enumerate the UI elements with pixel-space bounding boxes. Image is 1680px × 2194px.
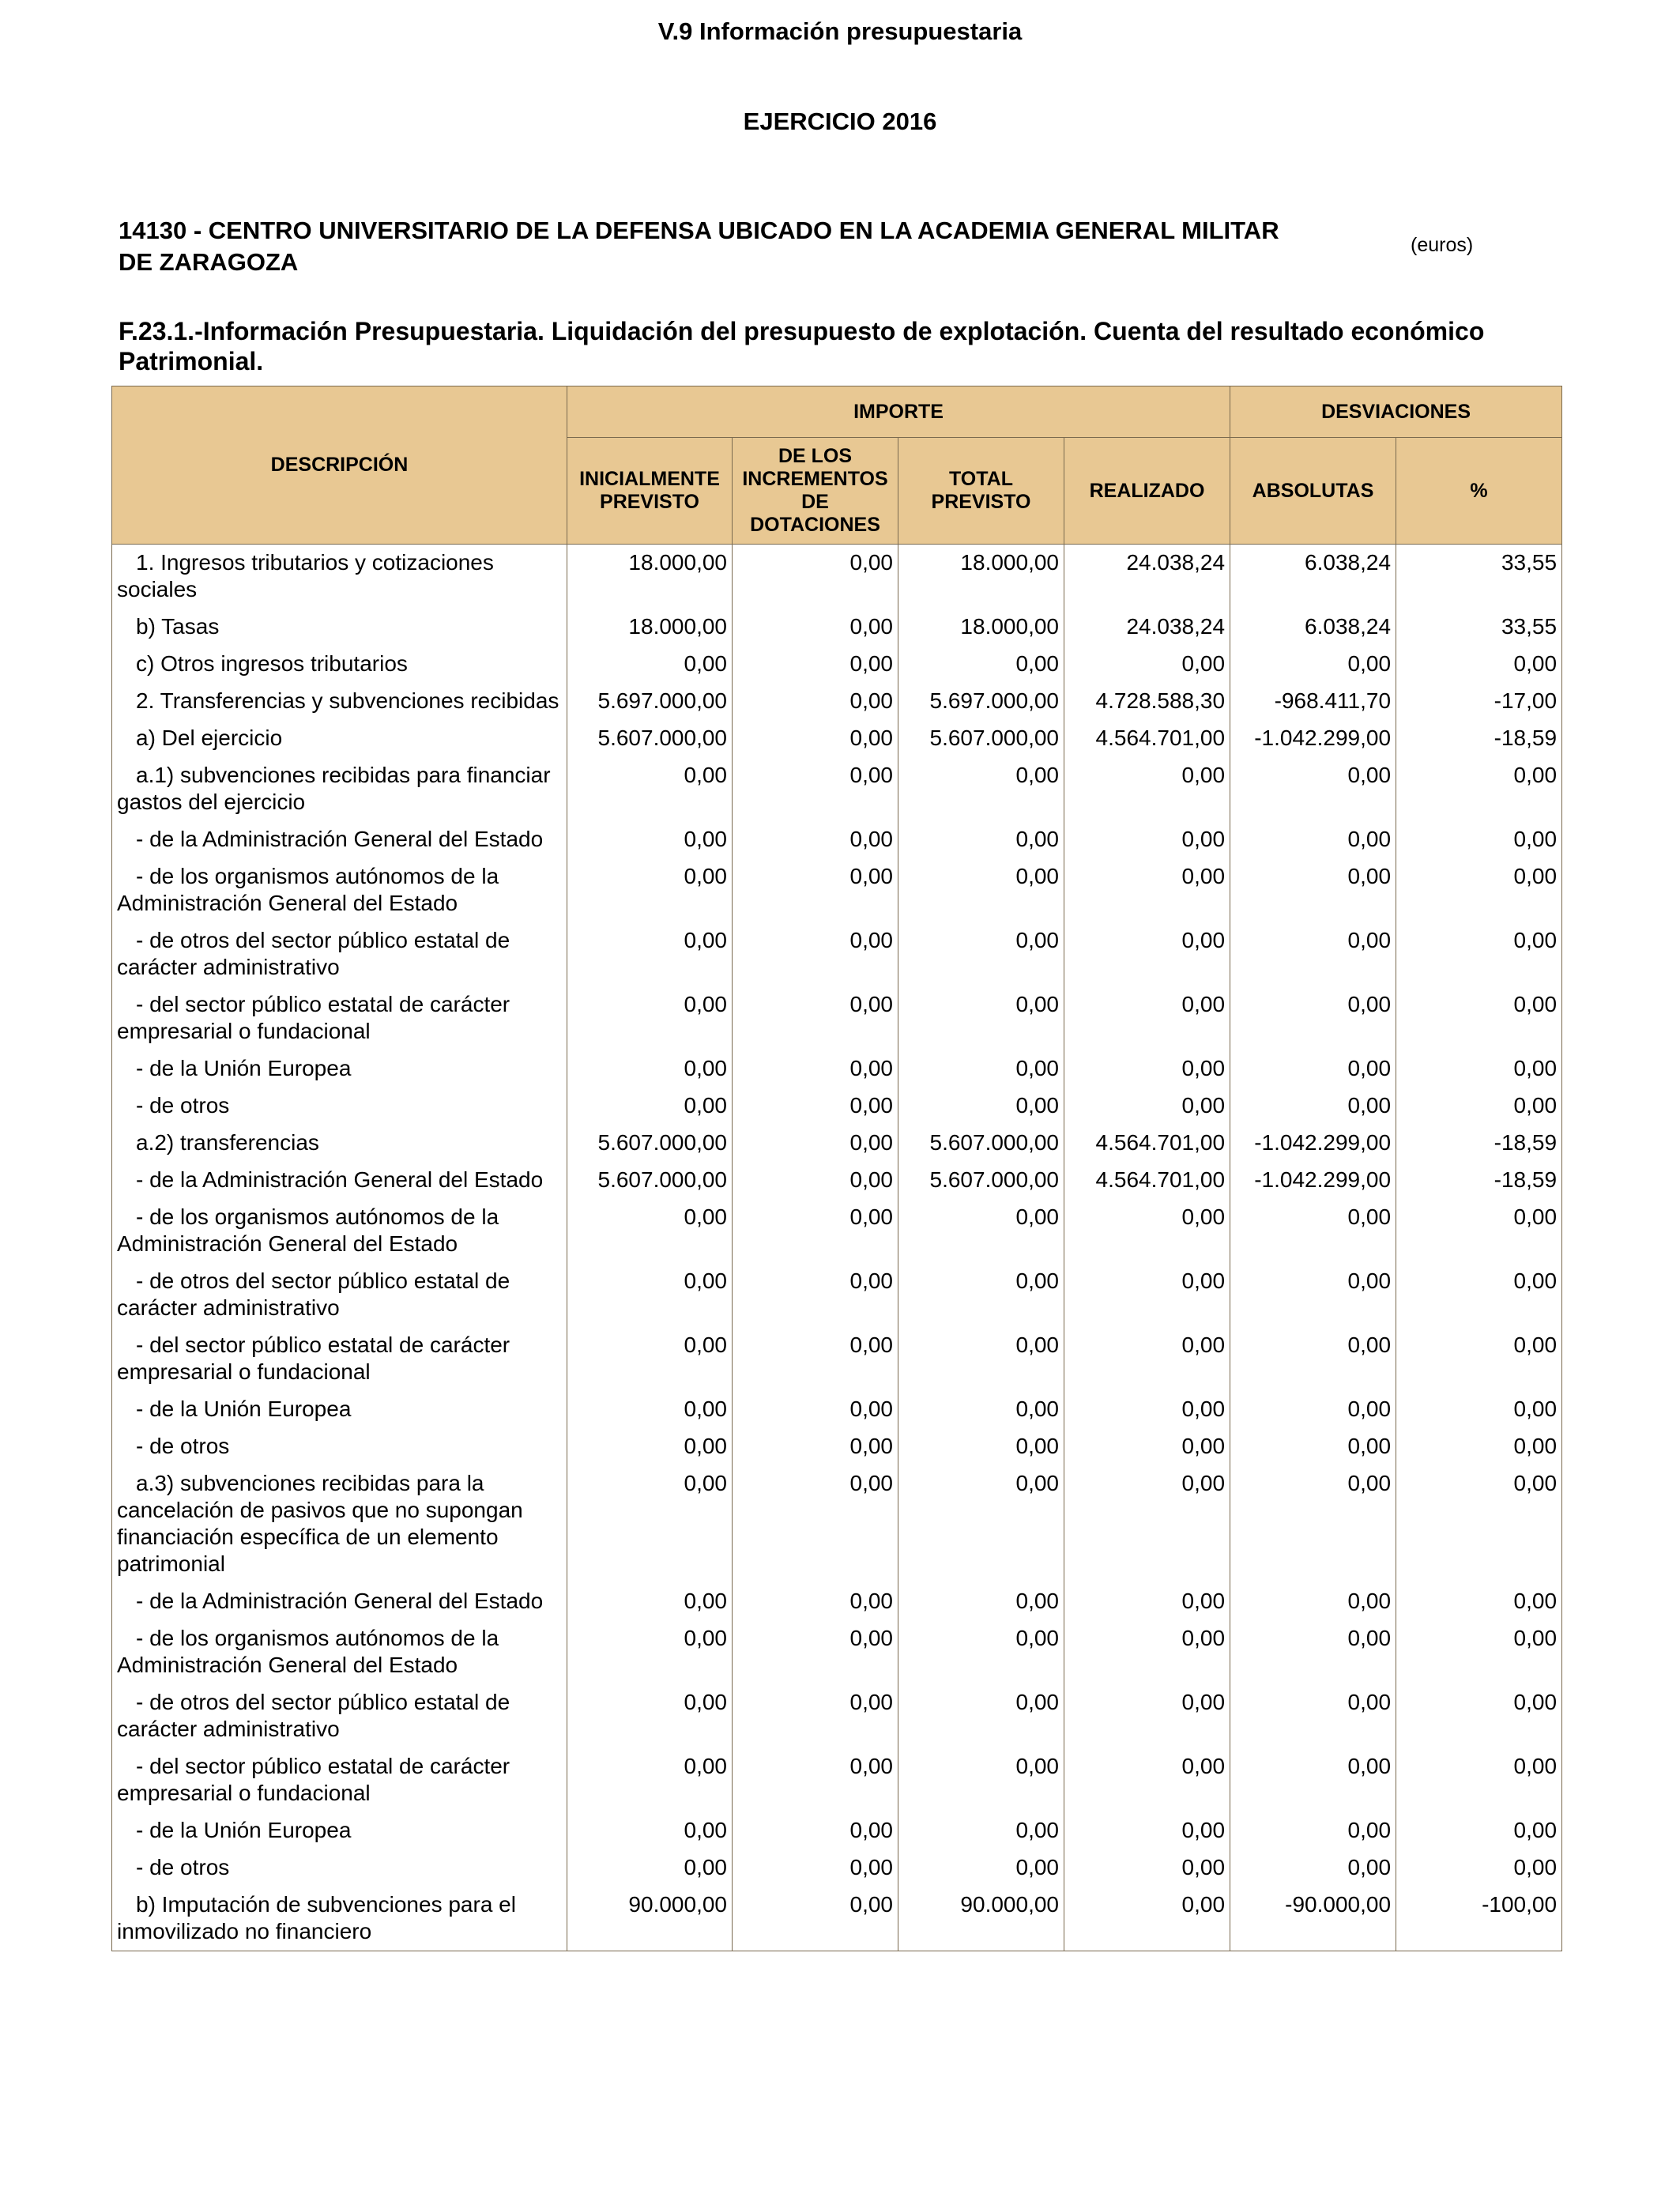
cell-absolutas: 0,00: [1230, 1812, 1396, 1849]
cell-inicialmente-previsto: 0,00: [567, 1391, 733, 1428]
cell-porcentaje: 0,00: [1396, 1327, 1562, 1391]
cell-incrementos: 0,00: [733, 1327, 898, 1391]
cell-porcentaje: -18,59: [1396, 1125, 1562, 1162]
cell-inicialmente-previsto: 0,00: [567, 1199, 733, 1263]
cell-inicialmente-previsto: 0,00: [567, 858, 733, 922]
table-row: [112, 720, 1562, 757]
cell-realizado: 0,00: [1064, 1391, 1230, 1428]
cell-realizado: 0,00: [1064, 1748, 1230, 1812]
table-row: [112, 545, 1562, 609]
row-description: - de la Administración General del Estado: [112, 1583, 567, 1620]
table-row: [112, 1684, 1562, 1748]
cell-total-previsto: 0,00: [898, 1263, 1064, 1327]
cell-incrementos: 0,00: [733, 1050, 898, 1088]
cell-realizado: 0,00: [1064, 1088, 1230, 1125]
row-description: a) Del ejercicio: [112, 720, 567, 757]
cell-absolutas: -1.042.299,00: [1230, 1162, 1396, 1199]
cell-absolutas: 6.038,24: [1230, 545, 1396, 609]
cell-realizado: 0,00: [1064, 1050, 1230, 1088]
exercise-header: EJERCICIO 2016: [743, 107, 937, 135]
table-row: [112, 683, 1562, 720]
cell-absolutas: 0,00: [1230, 757, 1396, 821]
cell-total-previsto: 0,00: [898, 1428, 1064, 1465]
table-row: [112, 1887, 1562, 1951]
cell-realizado: 0,00: [1064, 1428, 1230, 1465]
cell-inicialmente-previsto: 0,00: [567, 1748, 733, 1812]
table-row: [112, 1465, 1562, 1583]
cell-inicialmente-previsto: 0,00: [567, 1465, 733, 1583]
header-porcentaje: %: [1396, 438, 1562, 545]
table-row: [112, 986, 1562, 1050]
row-description: - de los organismos autónomos de la Administración General del Estado: [112, 1199, 567, 1263]
cell-porcentaje: 0,00: [1396, 821, 1562, 858]
cell-incrementos: 0,00: [733, 757, 898, 821]
cell-realizado: 24.038,24: [1064, 609, 1230, 646]
cell-absolutas: 0,00: [1230, 1583, 1396, 1620]
cell-porcentaje: 33,55: [1396, 545, 1562, 609]
cell-absolutas: 0,00: [1230, 1748, 1396, 1812]
header-importe: IMPORTE: [567, 386, 1230, 438]
cell-inicialmente-previsto: 0,00: [567, 986, 733, 1050]
table-row: [112, 757, 1562, 821]
table-row: [112, 1088, 1562, 1125]
cell-total-previsto: 0,00: [898, 858, 1064, 922]
cell-total-previsto: 0,00: [898, 1684, 1064, 1748]
cell-porcentaje: 0,00: [1396, 1088, 1562, 1125]
row-description: - de la Unión Europea: [112, 1391, 567, 1428]
cell-porcentaje: -18,59: [1396, 720, 1562, 757]
cell-porcentaje: 0,00: [1396, 1849, 1562, 1887]
cell-absolutas: 0,00: [1230, 922, 1396, 986]
cell-realizado: 0,00: [1064, 986, 1230, 1050]
cell-inicialmente-previsto: 0,00: [567, 1583, 733, 1620]
cell-realizado: 0,00: [1064, 821, 1230, 858]
cell-realizado: 0,00: [1064, 922, 1230, 986]
header-descripcion: DESCRIPCIÓN: [112, 386, 567, 545]
cell-inicialmente-previsto: 5.607.000,00: [567, 1162, 733, 1199]
cell-incrementos: 0,00: [733, 1748, 898, 1812]
cell-inicialmente-previsto: 0,00: [567, 646, 733, 683]
cell-inicialmente-previsto: 0,00: [567, 1620, 733, 1684]
cell-incrementos: 0,00: [733, 720, 898, 757]
table-row: [112, 1050, 1562, 1088]
cell-incrementos: 0,00: [733, 646, 898, 683]
cell-incrementos: 0,00: [733, 683, 898, 720]
cell-incrementos: 0,00: [733, 821, 898, 858]
cell-realizado: 0,00: [1064, 1263, 1230, 1327]
cell-absolutas: 6.038,24: [1230, 609, 1396, 646]
row-description: - del sector público estatal de carácter empresarial o fundacional: [112, 1748, 567, 1812]
row-description: - de otros: [112, 1849, 567, 1887]
header-desviaciones: DESVIACIONES: [1230, 386, 1562, 438]
section-header: V.9 Información presupuestaria: [657, 17, 1023, 45]
cell-absolutas: 0,00: [1230, 646, 1396, 683]
row-description: - de otros del sector público estatal de carácter administrativo: [112, 1263, 567, 1327]
cell-porcentaje: 0,00: [1396, 858, 1562, 922]
cell-realizado: 0,00: [1064, 1327, 1230, 1391]
budget-table: [111, 386, 1562, 1951]
table-body: [112, 545, 1562, 1951]
cell-porcentaje: -100,00: [1396, 1887, 1562, 1951]
cell-realizado: 0,00: [1064, 1887, 1230, 1951]
cell-absolutas: 0,00: [1230, 986, 1396, 1050]
cell-absolutas: 0,00: [1230, 1050, 1396, 1088]
row-description: - de la Administración General del Estado: [112, 821, 567, 858]
cell-inicialmente-previsto: 0,00: [567, 922, 733, 986]
cell-total-previsto: 0,00: [898, 821, 1064, 858]
cell-incrementos: 0,00: [733, 1199, 898, 1263]
cell-total-previsto: 0,00: [898, 1199, 1064, 1263]
cell-realizado: 0,00: [1064, 1620, 1230, 1684]
cell-incrementos: 0,00: [733, 1812, 898, 1849]
cell-total-previsto: 90.000,00: [898, 1887, 1064, 1951]
cell-absolutas: -1.042.299,00: [1230, 1125, 1396, 1162]
cell-absolutas: 0,00: [1230, 1327, 1396, 1391]
cell-porcentaje: 0,00: [1396, 1620, 1562, 1684]
cell-porcentaje: -17,00: [1396, 683, 1562, 720]
cell-realizado: 0,00: [1064, 1199, 1230, 1263]
units-label: (euros): [1411, 234, 1474, 256]
cell-porcentaje: 33,55: [1396, 609, 1562, 646]
row-description: - de otros del sector público estatal de carácter administrativo: [112, 1684, 567, 1748]
cell-realizado: 0,00: [1064, 1812, 1230, 1849]
cell-realizado: 0,00: [1064, 1849, 1230, 1887]
row-description: - del sector público estatal de carácter empresarial o fundacional: [112, 1327, 567, 1391]
cell-inicialmente-previsto: 0,00: [567, 1428, 733, 1465]
cell-total-previsto: 5.607.000,00: [898, 720, 1064, 757]
cell-absolutas: 0,00: [1230, 1684, 1396, 1748]
cell-incrementos: 0,00: [733, 1583, 898, 1620]
cell-total-previsto: 5.607.000,00: [898, 1162, 1064, 1199]
cell-inicialmente-previsto: 5.697.000,00: [567, 683, 733, 720]
cell-porcentaje: 0,00: [1396, 1465, 1562, 1583]
cell-total-previsto: 18.000,00: [898, 609, 1064, 646]
cell-incrementos: 0,00: [733, 858, 898, 922]
cell-absolutas: 0,00: [1230, 1849, 1396, 1887]
header-absolutas: ABSOLUTAS: [1230, 438, 1396, 545]
cell-absolutas: 0,00: [1230, 1428, 1396, 1465]
row-description: b) Tasas: [112, 609, 567, 646]
cell-porcentaje: 0,00: [1396, 1583, 1562, 1620]
cell-realizado: 4.564.701,00: [1064, 720, 1230, 757]
cell-incrementos: 0,00: [733, 1263, 898, 1327]
table-row: [112, 1327, 1562, 1391]
cell-incrementos: 0,00: [733, 986, 898, 1050]
table-row: [112, 1583, 1562, 1620]
cell-total-previsto: 5.697.000,00: [898, 683, 1064, 720]
cell-total-previsto: 0,00: [898, 757, 1064, 821]
table-row: [112, 1162, 1562, 1199]
cell-inicialmente-previsto: 0,00: [567, 821, 733, 858]
table-row: [112, 1620, 1562, 1684]
cell-absolutas: 0,00: [1230, 858, 1396, 922]
cell-total-previsto: 0,00: [898, 1849, 1064, 1887]
cell-incrementos: 0,00: [733, 1088, 898, 1125]
row-description: - de los organismos autónomos de la Administración General del Estado: [112, 858, 567, 922]
row-description: b) Imputación de subvenciones para el inmovilizado no financiero: [112, 1887, 567, 1951]
cell-incrementos: 0,00: [733, 1620, 898, 1684]
cell-porcentaje: 0,00: [1396, 1199, 1562, 1263]
cell-incrementos: 0,00: [733, 1849, 898, 1887]
row-description: 2. Transferencias y subvenciones recibidas: [112, 683, 567, 720]
row-description: - de la Unión Europea: [112, 1812, 567, 1849]
entity-title: 14130 - CENTRO UNIVERSITARIO DE LA DEFENSA UBICADO EN LA ACADEMIA GENERAL MILITAR DE ZARAGOZA: [119, 217, 1279, 276]
cell-absolutas: -968.411,70: [1230, 683, 1396, 720]
cell-inicialmente-previsto: 0,00: [567, 1327, 733, 1391]
row-description: - de otros: [112, 1088, 567, 1125]
row-description: - de la Administración General del Estado: [112, 1162, 567, 1199]
cell-porcentaje: 0,00: [1396, 1684, 1562, 1748]
cell-total-previsto: 0,00: [898, 646, 1064, 683]
cell-incrementos: 0,00: [733, 1125, 898, 1162]
table-row: [112, 1199, 1562, 1263]
table-row: [112, 1125, 1562, 1162]
table-row: [112, 1428, 1562, 1465]
table-row: [112, 646, 1562, 683]
cell-realizado: 0,00: [1064, 757, 1230, 821]
cell-inicialmente-previsto: 18.000,00: [567, 609, 733, 646]
table-row: [112, 1812, 1562, 1849]
cell-inicialmente-previsto: 0,00: [567, 1684, 733, 1748]
cell-realizado: 0,00: [1064, 1583, 1230, 1620]
cell-porcentaje: 0,00: [1396, 1050, 1562, 1088]
cell-realizado: 4.564.701,00: [1064, 1125, 1230, 1162]
row-description: - de otros: [112, 1428, 567, 1465]
row-description: - de otros del sector público estatal de carácter administrativo: [112, 922, 567, 986]
cell-total-previsto: 0,00: [898, 1748, 1064, 1812]
cell-incrementos: 0,00: [733, 1887, 898, 1951]
cell-incrementos: 0,00: [733, 1428, 898, 1465]
cell-absolutas: 0,00: [1230, 821, 1396, 858]
cell-realizado: 4.728.588,30: [1064, 683, 1230, 720]
cell-realizado: 4.564.701,00: [1064, 1162, 1230, 1199]
cell-porcentaje: 0,00: [1396, 1263, 1562, 1327]
cell-incrementos: 0,00: [733, 545, 898, 609]
header-realizado: REALIZADO: [1064, 438, 1230, 545]
cell-porcentaje: 0,00: [1396, 646, 1562, 683]
cell-total-previsto: 5.607.000,00: [898, 1125, 1064, 1162]
cell-realizado: 0,00: [1064, 646, 1230, 683]
cell-absolutas: 0,00: [1230, 1391, 1396, 1428]
cell-inicialmente-previsto: 0,00: [567, 1050, 733, 1088]
cell-total-previsto: 0,00: [898, 922, 1064, 986]
cell-realizado: 0,00: [1064, 858, 1230, 922]
table-row: [112, 1391, 1562, 1428]
table-row: [112, 922, 1562, 986]
header-inicialmente-previsto: INICIALMENTE PREVISTO: [567, 438, 733, 545]
table-row: [112, 1849, 1562, 1887]
cell-realizado: 24.038,24: [1064, 545, 1230, 609]
table-row: [112, 1263, 1562, 1327]
cell-porcentaje: 0,00: [1396, 922, 1562, 986]
cell-total-previsto: 18.000,00: [898, 545, 1064, 609]
table-row: [112, 1748, 1562, 1812]
cell-total-previsto: 0,00: [898, 1583, 1064, 1620]
cell-total-previsto: 0,00: [898, 1327, 1064, 1391]
cell-porcentaje: 0,00: [1396, 1391, 1562, 1428]
row-description: - de la Unión Europea: [112, 1050, 567, 1088]
cell-incrementos: 0,00: [733, 1162, 898, 1199]
cell-porcentaje: 0,00: [1396, 1812, 1562, 1849]
cell-total-previsto: 0,00: [898, 1812, 1064, 1849]
table-row: [112, 821, 1562, 858]
cell-porcentaje: 0,00: [1396, 1428, 1562, 1465]
cell-total-previsto: 0,00: [898, 1620, 1064, 1684]
cell-absolutas: 0,00: [1230, 1263, 1396, 1327]
cell-inicialmente-previsto: 18.000,00: [567, 545, 733, 609]
cell-incrementos: 0,00: [733, 1684, 898, 1748]
row-description: - de los organismos autónomos de la Administración General del Estado: [112, 1620, 567, 1684]
row-description: - del sector público estatal de carácter empresarial o fundacional: [112, 986, 567, 1050]
cell-incrementos: 0,00: [733, 922, 898, 986]
cell-total-previsto: 0,00: [898, 1391, 1064, 1428]
row-description: a.1) subvenciones recibidas para financiar gastos del ejercicio: [112, 757, 567, 821]
cell-absolutas: 0,00: [1230, 1620, 1396, 1684]
row-description: a.3) subvenciones recibidas para la cancelación de pasivos que no supongan financiación específica de un elemento patrimonial: [112, 1465, 567, 1583]
cell-total-previsto: 0,00: [898, 1050, 1064, 1088]
report-title: F.23.1.-Información Presupuestaria. Liquidación del presupuesto de explotación. Cuenta del resultado económico Patrimonial.: [119, 317, 1485, 375]
cell-inicialmente-previsto: 90.000,00: [567, 1887, 733, 1951]
cell-inicialmente-previsto: 0,00: [567, 1812, 733, 1849]
cell-inicialmente-previsto: 0,00: [567, 1088, 733, 1125]
cell-incrementos: 0,00: [733, 1391, 898, 1428]
cell-absolutas: 0,00: [1230, 1199, 1396, 1263]
cell-absolutas: 0,00: [1230, 1088, 1396, 1125]
cell-porcentaje: 0,00: [1396, 1748, 1562, 1812]
cell-incrementos: 0,00: [733, 609, 898, 646]
header-total-previsto: TOTAL PREVISTO: [898, 438, 1064, 545]
header-incrementos: DE LOS INCREMENTOS DE DOTACIONES: [733, 438, 898, 545]
cell-total-previsto: 0,00: [898, 986, 1064, 1050]
cell-absolutas: -1.042.299,00: [1230, 720, 1396, 757]
table-row: [112, 858, 1562, 922]
cell-inicialmente-previsto: 0,00: [567, 1263, 733, 1327]
cell-inicialmente-previsto: 0,00: [567, 1849, 733, 1887]
cell-total-previsto: 0,00: [898, 1465, 1064, 1583]
cell-porcentaje: 0,00: [1396, 757, 1562, 821]
table-row: [112, 609, 1562, 646]
cell-porcentaje: 0,00: [1396, 986, 1562, 1050]
cell-inicialmente-previsto: 5.607.000,00: [567, 720, 733, 757]
cell-realizado: 0,00: [1064, 1465, 1230, 1583]
cell-inicialmente-previsto: 0,00: [567, 757, 733, 821]
cell-inicialmente-previsto: 5.607.000,00: [567, 1125, 733, 1162]
cell-absolutas: -90.000,00: [1230, 1887, 1396, 1951]
row-description: c) Otros ingresos tributarios: [112, 646, 567, 683]
cell-realizado: 0,00: [1064, 1684, 1230, 1748]
row-description: a.2) transferencias: [112, 1125, 567, 1162]
cell-absolutas: 0,00: [1230, 1465, 1396, 1583]
cell-incrementos: 0,00: [733, 1465, 898, 1583]
cell-porcentaje: -18,59: [1396, 1162, 1562, 1199]
cell-total-previsto: 0,00: [898, 1088, 1064, 1125]
row-description: 1. Ingresos tributarios y cotizaciones sociales: [112, 545, 567, 609]
